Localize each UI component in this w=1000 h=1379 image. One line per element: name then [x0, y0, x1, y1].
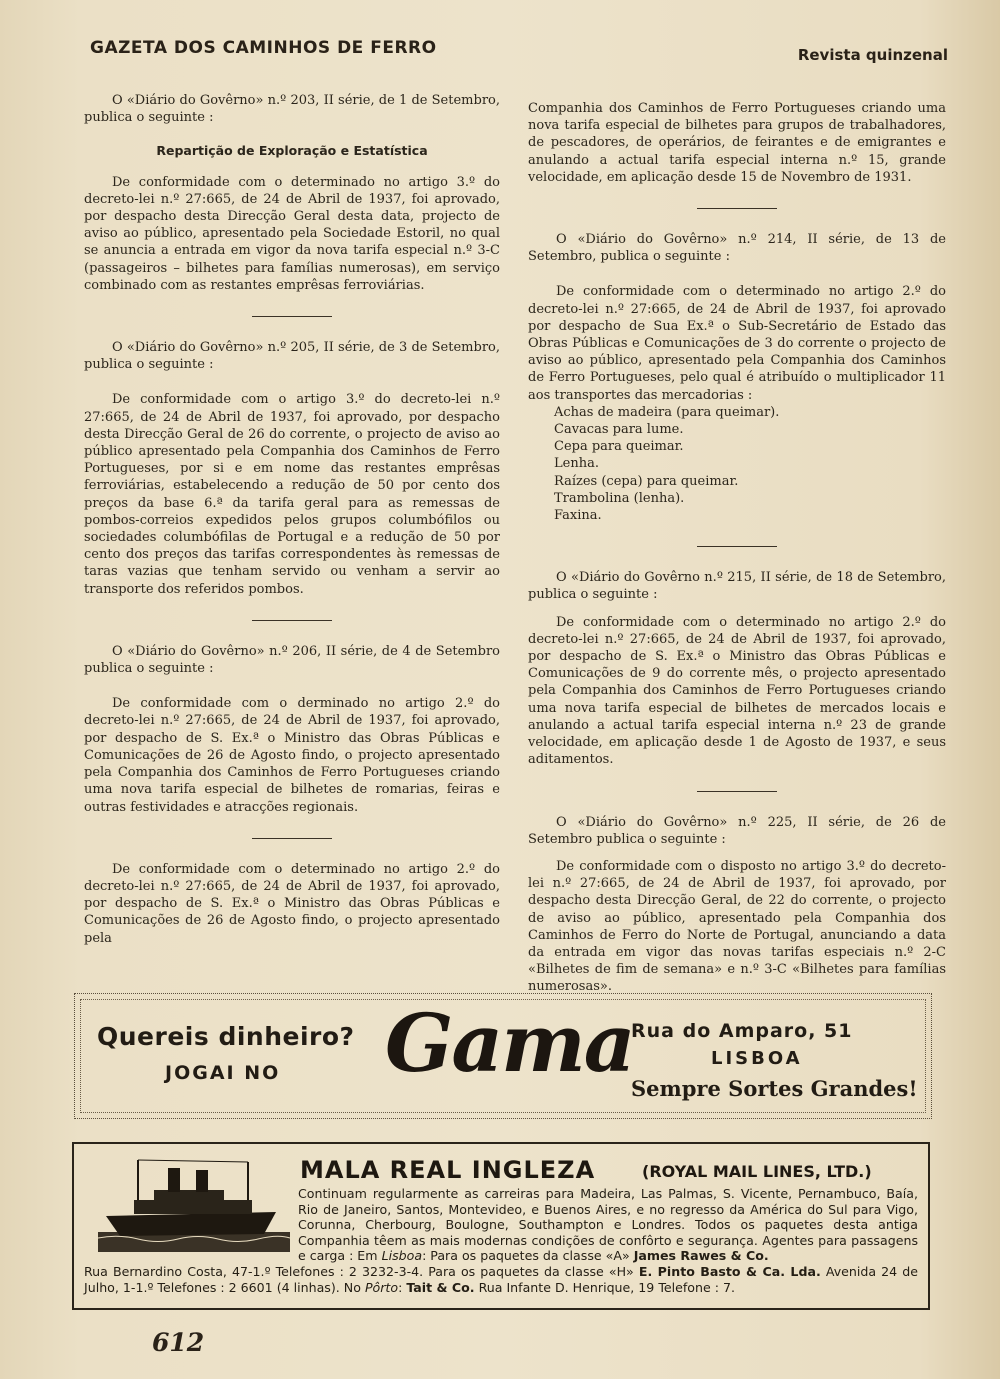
divider — [697, 546, 777, 547]
paragraph: O «Diário do Govêrno» n.º 205, II série, de 3 de Setembro, publica o seguinte : — [84, 340, 500, 373]
right-column — [528, 100, 946, 996]
page-number: 612 — [152, 1328, 205, 1357]
paragraph: De conformidade com o artigo 3.º do decreto-lei n.º 27:665, de 24 de Abril de 1937, foi aprovado, por despacho desta Direcção Geral de 26 do corrente, o projecto de aviso ao público apresentado pela Companhia dos Caminhos de Ferro Portugueses, por si e em nome das restantes emprêsas ferroviárias, estabelecendo a redução de 50 por cento dos preços da base 6.ª da tarifa geral para as remessas de pombos-correios expedidos pelos grupos columbófilos ou sociedades columbófilas de Portugal e a redução de 50 por cento dos preços das tarifas correspondentes às remessas de taras vazias que tenham servido ou venham a servir ao transporte dos referidos pombos. — [84, 392, 500, 597]
agent-name: E. Pinto Basto & Ca. Lda. — [638, 1263, 821, 1279]
agent-name: James Rawes & Co. — [633, 1248, 769, 1264]
paragraph: De conformidade com o disposto no artigo 3.º do decreto-lei n.º 27:665, de 24 de Abril de 1937, foi aprovado, por despacho desta Direcção Geral, de 22 do corrente, o projecto de aviso ao público, apresentado pela Companhia dos Caminhos de Ferro do Norte de Portugal, anunciando a data da entrada em vigor das novas tarifas especiais n.º 2-C «Bilhetes de fim de semana» e n.º 3-C «Bilhetes para famílias numerosas». — [528, 858, 946, 995]
list-item: Achas de madeira (para queimar). — [554, 404, 780, 420]
divider — [252, 316, 332, 317]
ad-text-lisboa: Lisboa — [381, 1248, 423, 1264]
ad-subtitle: (ROYAL MAIL LINES, LTD.) — [642, 1162, 872, 1181]
spacer — [528, 265, 946, 283]
paragraph: De conformidade com o determinado no artigo 2.º do decreto-lei n.º 27:665, de 24 de Abril de 1937, foi aprovado, por despacho de S. Ex.ª o Ministro das Obras Públicas e Comunicações de 26 de Agosto findo, o projecto apresentado pela — [84, 861, 500, 946]
agent-name: Tait & Co. — [406, 1279, 475, 1295]
paragraph: O «Diário do Govêrno» n.º 225, II série, de 26 de Setembro publica o seguinte : — [528, 814, 946, 847]
spacer — [84, 677, 500, 695]
list-item: Cepa para queimar. — [554, 439, 684, 455]
journal-title: GAZETA DOS CAMINHOS DE FERRO — [90, 38, 437, 58]
ad-slogan: Sempre Sortes Grandes! — [631, 1076, 918, 1101]
ad-text: : Para os paquetes da classe «A» — [422, 1248, 630, 1264]
spacer — [528, 848, 946, 858]
ad-title: MALA REAL INGLEZA — [300, 1156, 596, 1184]
paragraph: Companhia dos Caminhos de Ferro Portugueses criando uma nova tarifa especial de bilhetes para grupos de trabalhadores, de pescadores, de operários, de feirantes e de emigrantes e anulando a actual tarifa especial interna n.º 15, grande velocidade, em aplicação desde 15 de Novembro de 1931. — [528, 101, 946, 185]
list-item: Cavacas para lume. — [554, 422, 684, 438]
journal-subtitle: Revista quinzenal — [797, 46, 948, 64]
ad-text: Avenida 24 de Julho, 1-1.º Telefones : 2 6601 (4 linhas). No — [84, 1263, 918, 1295]
left-column — [84, 92, 500, 947]
list-item: Lenha. — [554, 456, 599, 472]
divider — [252, 620, 332, 621]
divider — [697, 208, 777, 209]
mala-real-ad — [72, 1142, 930, 1310]
ad-address: Rua do Amparo, 51 — [631, 1020, 853, 1042]
paragraph: O «Diário do Govêrno n.º 215, II série, de 18 de Setembro, publica o seguinte : — [528, 570, 946, 603]
spacer — [84, 373, 500, 391]
ad-question: Quereis dinheiro? — [97, 1022, 355, 1051]
ad-text: Continuam regularmente as carreiras para Madeira, Las Palmas, S. Vicente, Pernambuco, Baía, Rio de Janeiro, Santos, Montevideo, e Buenos Aires, e no regresso da América do Sul para Vigo, Corunna, Cherbourg, Boulogne, Southampton e Londres. Todos os paquetes desta antiga Companhia têem as mais modernas condições de confôrto e segurança. Agentes para passagens e carga : Em — [298, 1186, 918, 1264]
paragraph: De conformidade com o determinado no artigo 2.º do decreto-lei n.º 27:665, de 24 de Abril de 1937, foi aprovado, por despacho de S. Ex.ª o Ministro das Obras Públicas e Comunicações de 9 do corrente mês, o projecto apresentado pela Companhia dos Caminhos de Ferro Portugueses criando uma nova tarifa especial de bilhetes de mercados locais e anulando a actual tarifa especial interna n.º 23 de grande velocidade, em aplicação desde 1 de Agosto de 1937, e seus aditamentos. — [528, 614, 946, 768]
paragraph: O «Diário do Govêrno» n.º 203, II série, de 1 de Setembro, publica o seguinte : — [84, 93, 500, 126]
goods-list — [528, 404, 946, 524]
gama-lottery-ad — [74, 993, 932, 1119]
ad-text-porto: Pôrto — [364, 1279, 399, 1295]
ad-text: : — [398, 1279, 403, 1295]
divider — [697, 791, 777, 792]
ad-call-to-action: JOGAI NO — [165, 1062, 281, 1084]
list-item: Raízes (cepa) para queimar. — [554, 473, 739, 489]
list-item: Trambolina (lenha). — [554, 490, 685, 506]
paragraph: De conformidade com o derminado no artigo 2.º do decreto-lei n.º 27:665, de 24 de Abril de 1937, foi aprovado, por despacho de S. Ex.ª o Ministro das Obras Públicas e Comunicações de 26 de Agosto findo, o projecto apresentado pela Companhia dos Caminhos de Ferro Portugueses criando uma nova tarifa especial de bilhetes de romarias, feiras e outras festividades e atracções regionais. — [84, 696, 500, 815]
spacer — [528, 604, 946, 614]
paragraph: De conformidade com o determinado no artigo 3.º do decreto-lei n.º 27:665, de 24 de Abril de 1937, foi aprovado, por despacho desta Direcção Geral desta data, projecto de aviso ao público, apresentado pela Sociedade Estoril, no qual se anuncia a entrada em vigor da nova tarifa especial n.º 3-C (passageiros – bilhetes para famílias numerosas), em serviço combinado com as restantes emprêsas ferroviárias. — [84, 174, 500, 293]
ad-body — [84, 1186, 918, 1295]
paragraph: O «Diário do Govêrno» n.º 206, II série, de 4 de Setembro publica o seguinte : — [84, 643, 500, 677]
ad-city: LISBOA — [711, 1048, 803, 1069]
ad-text: Rua Infante D. Henrique, 19 Telefone : 7. — [478, 1279, 736, 1295]
list-item: Faxina. — [554, 508, 602, 524]
section-heading: Repartição de Exploração e Estatística — [156, 143, 428, 159]
paragraph: De conformidade com o determinado no artigo 2.º do decreto-lei n.º 27:665, de 24 de Abril de 1937, foi aprovado por despacho de Sua Ex.ª o Sub-Secretário de Estado das Obras Públicas e Comunicações de 3 do corrente o projecto de aviso ao público, apresentado pela Companhia dos Caminhos de Ferro Portugueses, pelo qual é atribuído o multiplicador 11 aos transportes das mercadorias : — [528, 284, 946, 403]
paragraph: O «Diário do Govêrno» n.º 214, II série, de 13 de Setembro, publica o seguinte : — [528, 232, 946, 265]
divider — [252, 838, 332, 839]
ad-text: Rua Bernardino Costa, 47-1.º Telefones : 2 3232-3-4. Para os paquetes da classe «H» — [84, 1263, 634, 1279]
gama-logo: Gama — [385, 996, 634, 1090]
